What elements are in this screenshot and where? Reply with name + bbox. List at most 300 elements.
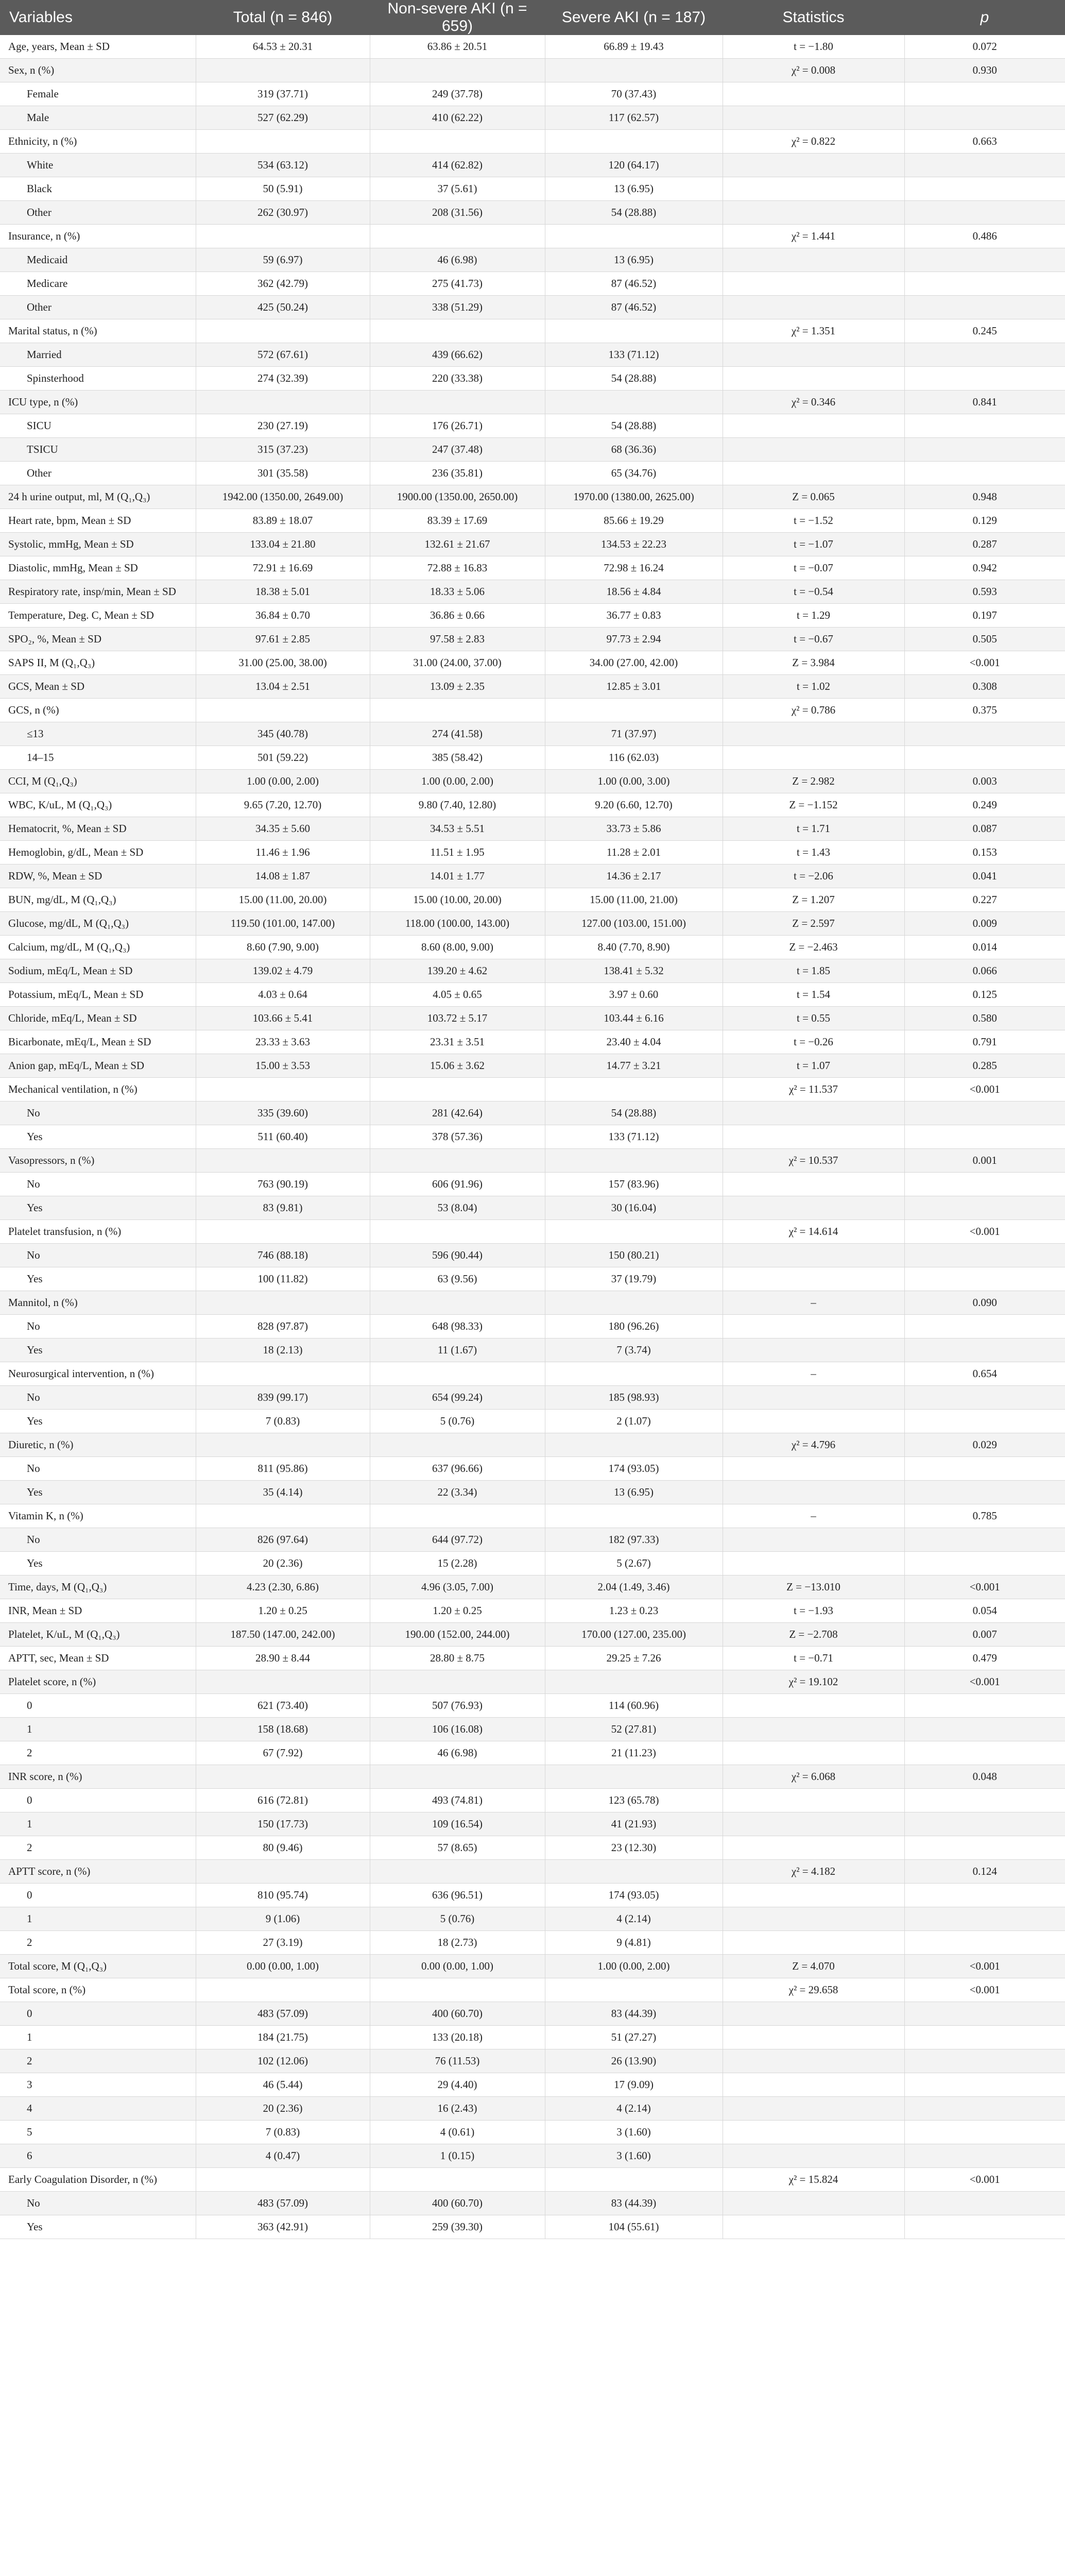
cell-severe: 18.56 ± 4.84 xyxy=(545,580,723,604)
cell-statistic xyxy=(723,1101,904,1125)
cell-non-severe: 11 (1.67) xyxy=(370,1338,545,1362)
cell-variable: Anion gap, mEq/L, Mean ± SD xyxy=(0,1054,196,1078)
cell-statistic xyxy=(723,296,904,319)
cell-statistic: t = 0.55 xyxy=(723,1007,904,1030)
cell-variable: Total score, M (Q₁,Q₃) xyxy=(0,1955,196,1978)
table-row xyxy=(0,1599,1065,1623)
cell-severe: 66.89 ± 19.43 xyxy=(545,35,723,59)
cell-variable: 5 xyxy=(0,2121,196,2144)
cell-non-severe xyxy=(370,319,545,343)
cell-non-severe: 439 (66.62) xyxy=(370,343,545,367)
cell-statistic: χ² = 4.182 xyxy=(723,1860,904,1884)
cell-non-severe: 63 (9.56) xyxy=(370,1267,545,1291)
cell-p-value xyxy=(904,2192,1065,2215)
cell-variable: INR score, n (%) xyxy=(0,1765,196,1789)
table-row xyxy=(0,1267,1065,1291)
table-row xyxy=(0,59,1065,82)
cell-total: 262 (30.97) xyxy=(196,201,370,225)
cell-variable: Sodium, mEq/L, Mean ± SD xyxy=(0,959,196,983)
table-row xyxy=(0,319,1065,343)
cell-variable: SPO₂, %, Mean ± SD xyxy=(0,628,196,651)
cell-p-value xyxy=(904,1481,1065,1504)
cell-non-severe: 208 (31.56) xyxy=(370,201,545,225)
cell-statistic xyxy=(723,2026,904,2049)
cell-p-value: 0.245 xyxy=(904,319,1065,343)
cell-p-value xyxy=(904,154,1065,177)
cell-p-value: 0.654 xyxy=(904,1362,1065,1386)
table-row xyxy=(0,1101,1065,1125)
cell-non-severe: 9.80 (7.40, 12.80) xyxy=(370,793,545,817)
table-header xyxy=(0,0,1065,35)
cell-p-value xyxy=(904,296,1065,319)
table-row xyxy=(0,959,1065,983)
cell-total: 83.89 ± 18.07 xyxy=(196,509,370,533)
cell-p-value: <0.001 xyxy=(904,1575,1065,1599)
cell-non-severe xyxy=(370,1362,545,1386)
cell-non-severe: 46 (6.98) xyxy=(370,248,545,272)
cell-p-value xyxy=(904,82,1065,106)
cell-statistic xyxy=(723,414,904,438)
cell-p-value: 0.001 xyxy=(904,1149,1065,1173)
cell-non-severe: 176 (26.71) xyxy=(370,414,545,438)
cell-statistic xyxy=(723,272,904,296)
cell-variable: 1 xyxy=(0,1907,196,1931)
cell-non-severe xyxy=(370,1978,545,2002)
cell-p-value: 0.009 xyxy=(904,912,1065,936)
cell-non-severe xyxy=(370,1149,545,1173)
cell-total: 763 (90.19) xyxy=(196,1173,370,1196)
cell-p-value: 0.029 xyxy=(904,1433,1065,1457)
cell-p-value xyxy=(904,1884,1065,1907)
table-row xyxy=(0,1884,1065,1907)
cell-variable: Vasopressors, n (%) xyxy=(0,1149,196,1173)
cell-variable: Platelet score, n (%) xyxy=(0,1670,196,1694)
table-row xyxy=(0,2002,1065,2026)
cell-variable: BUN, mg/dL, M (Q₁,Q₃) xyxy=(0,888,196,912)
cell-total: 315 (37.23) xyxy=(196,438,370,462)
cell-severe: 120 (64.17) xyxy=(545,154,723,177)
cell-variable: TSICU xyxy=(0,438,196,462)
cell-variable: Total score, n (%) xyxy=(0,1978,196,2002)
table-row xyxy=(0,604,1065,628)
table-row xyxy=(0,793,1065,817)
cell-variable: 24 h urine output, ml, M (Q₁,Q₃) xyxy=(0,485,196,509)
cell-non-severe: 1.00 (0.00, 2.00) xyxy=(370,770,545,793)
header-severe-aki: Severe AKI (n = 187) xyxy=(545,0,723,35)
cell-p-value: <0.001 xyxy=(904,1955,1065,1978)
cell-non-severe: 236 (35.81) xyxy=(370,462,545,485)
cell-severe: 13 (6.95) xyxy=(545,1481,723,1504)
cell-statistic: Z = 2.597 xyxy=(723,912,904,936)
cell-statistic: χ² = 0.008 xyxy=(723,59,904,82)
cell-severe: 14.36 ± 2.17 xyxy=(545,865,723,888)
cell-variable: 14–15 xyxy=(0,746,196,770)
cell-variable: 0 xyxy=(0,1789,196,1812)
cell-statistic: Z = 4.070 xyxy=(723,1955,904,1978)
cell-p-value: 0.942 xyxy=(904,556,1065,580)
cell-variable: No xyxy=(0,1528,196,1552)
cell-severe: 68 (36.36) xyxy=(545,438,723,462)
table-row xyxy=(0,2121,1065,2144)
cell-total xyxy=(196,130,370,154)
cell-severe: 30 (16.04) xyxy=(545,1196,723,1220)
cell-variable: Yes xyxy=(0,1267,196,1291)
cell-total: 501 (59.22) xyxy=(196,746,370,770)
cell-severe: 127.00 (103.00, 151.00) xyxy=(545,912,723,936)
cell-total: 31.00 (25.00, 38.00) xyxy=(196,651,370,675)
table-row xyxy=(0,1694,1065,1718)
cell-total: 1.00 (0.00, 2.00) xyxy=(196,770,370,793)
cell-statistic: t = −0.26 xyxy=(723,1030,904,1054)
cell-variable: GCS, Mean ± SD xyxy=(0,675,196,699)
cell-variable: INR, Mean ± SD xyxy=(0,1599,196,1623)
cell-statistic: χ² = 6.068 xyxy=(723,1765,904,1789)
table-row xyxy=(0,414,1065,438)
cell-variable: Platelet transfusion, n (%) xyxy=(0,1220,196,1244)
cell-non-severe xyxy=(370,1291,545,1315)
table-row xyxy=(0,485,1065,509)
cell-total xyxy=(196,1291,370,1315)
cell-non-severe: 636 (96.51) xyxy=(370,1884,545,1907)
cell-severe: 7 (3.74) xyxy=(545,1338,723,1362)
cell-p-value xyxy=(904,1173,1065,1196)
cell-variable: Other xyxy=(0,296,196,319)
cell-severe: 103.44 ± 6.16 xyxy=(545,1007,723,1030)
cell-total xyxy=(196,391,370,414)
cell-non-severe: 97.58 ± 2.83 xyxy=(370,628,545,651)
cell-statistic: t = −0.67 xyxy=(723,628,904,651)
cell-total: 187.50 (147.00, 242.00) xyxy=(196,1623,370,1647)
cell-total: 139.02 ± 4.79 xyxy=(196,959,370,983)
cell-non-severe: 72.88 ± 16.83 xyxy=(370,556,545,580)
cell-severe: 21 (11.23) xyxy=(545,1741,723,1765)
table-row xyxy=(0,130,1065,154)
cell-p-value xyxy=(904,722,1065,746)
cell-variable: Sex, n (%) xyxy=(0,59,196,82)
cell-variable: Other xyxy=(0,462,196,485)
cell-statistic xyxy=(723,2002,904,2026)
cell-total xyxy=(196,1078,370,1101)
cell-severe: 104 (55.61) xyxy=(545,2215,723,2239)
cell-non-severe xyxy=(370,1670,545,1694)
cell-total: 97.61 ± 2.85 xyxy=(196,628,370,651)
cell-severe xyxy=(545,319,723,343)
table-row xyxy=(0,1931,1065,1955)
cell-p-value xyxy=(904,1694,1065,1718)
cell-statistic: t = 1.02 xyxy=(723,675,904,699)
table-row xyxy=(0,1244,1065,1267)
cell-p-value: 0.003 xyxy=(904,770,1065,793)
cell-non-severe xyxy=(370,1765,545,1789)
cell-variable: Diuretic, n (%) xyxy=(0,1433,196,1457)
table-row xyxy=(0,628,1065,651)
cell-total: 274 (32.39) xyxy=(196,367,370,391)
cell-statistic: – xyxy=(723,1504,904,1528)
cell-statistic: Z = −2.708 xyxy=(723,1623,904,1647)
table-row xyxy=(0,2073,1065,2097)
header-variables: Variables xyxy=(0,0,196,35)
cell-p-value xyxy=(904,106,1065,130)
cell-statistic xyxy=(723,248,904,272)
cell-variable: Glucose, mg/dL, M (Q₁,Q₃) xyxy=(0,912,196,936)
cell-variable: Potassium, mEq/L, Mean ± SD xyxy=(0,983,196,1007)
cell-statistic: χ² = 1.351 xyxy=(723,319,904,343)
cell-non-severe: 1.20 ± 0.25 xyxy=(370,1599,545,1623)
table-row xyxy=(0,1457,1065,1481)
cell-non-severe: 507 (76.93) xyxy=(370,1694,545,1718)
cell-non-severe: 37 (5.61) xyxy=(370,177,545,201)
cell-statistic: χ² = 4.796 xyxy=(723,1433,904,1457)
cell-p-value xyxy=(904,177,1065,201)
cell-statistic xyxy=(723,722,904,746)
cell-variable: Diastolic, mmHg, Mean ± SD xyxy=(0,556,196,580)
cell-non-severe: 259 (39.30) xyxy=(370,2215,545,2239)
cell-p-value: 0.125 xyxy=(904,983,1065,1007)
table-row xyxy=(0,1647,1065,1670)
cell-severe: 9.20 (6.60, 12.70) xyxy=(545,793,723,817)
cell-total: 483 (57.09) xyxy=(196,2002,370,2026)
cell-total: 511 (60.40) xyxy=(196,1125,370,1149)
cell-total xyxy=(196,699,370,722)
cell-variable: Yes xyxy=(0,1410,196,1433)
cell-statistic: Z = 3.984 xyxy=(723,651,904,675)
table-row xyxy=(0,1030,1065,1054)
cell-non-severe: 378 (57.36) xyxy=(370,1125,545,1149)
cell-variable: Insurance, n (%) xyxy=(0,225,196,248)
cell-statistic xyxy=(723,1528,904,1552)
cell-severe xyxy=(545,699,723,722)
cell-non-severe: 76 (11.53) xyxy=(370,2049,545,2073)
cell-severe: 185 (98.93) xyxy=(545,1386,723,1410)
cell-total: 18.38 ± 5.01 xyxy=(196,580,370,604)
table-row xyxy=(0,2215,1065,2239)
cell-severe: 26 (13.90) xyxy=(545,2049,723,2073)
table-row xyxy=(0,1078,1065,1101)
cell-severe: 11.28 ± 2.01 xyxy=(545,841,723,865)
cell-total: 150 (17.73) xyxy=(196,1812,370,1836)
cell-variable: RDW, %, Mean ± SD xyxy=(0,865,196,888)
cell-p-value xyxy=(904,438,1065,462)
cell-variable: Platelet, K/uL, M (Q₁,Q₃) xyxy=(0,1623,196,1647)
cell-total: 616 (72.81) xyxy=(196,1789,370,1812)
cell-severe: 133 (71.12) xyxy=(545,1125,723,1149)
cell-total: 103.66 ± 5.41 xyxy=(196,1007,370,1030)
cell-statistic xyxy=(723,1812,904,1836)
cell-severe xyxy=(545,1433,723,1457)
cell-statistic xyxy=(723,2192,904,2215)
cell-severe: 182 (97.33) xyxy=(545,1528,723,1552)
cell-severe xyxy=(545,1291,723,1315)
cell-p-value xyxy=(904,1907,1065,1931)
cell-severe: 33.73 ± 5.86 xyxy=(545,817,723,841)
table-row xyxy=(0,462,1065,485)
cell-p-value xyxy=(904,2215,1065,2239)
table-row xyxy=(0,1220,1065,1244)
cell-total: 1942.00 (1350.00, 2649.00) xyxy=(196,485,370,509)
cell-statistic xyxy=(723,1173,904,1196)
cell-statistic: χ² = 15.824 xyxy=(723,2168,904,2192)
table-row xyxy=(0,533,1065,556)
cell-p-value xyxy=(904,1741,1065,1765)
cell-variable: Black xyxy=(0,177,196,201)
cell-statistic xyxy=(723,1884,904,1907)
cell-severe: 17 (9.09) xyxy=(545,2073,723,2097)
table-row xyxy=(0,556,1065,580)
table-row xyxy=(0,865,1065,888)
cell-severe: 65 (34.76) xyxy=(545,462,723,485)
cell-variable: APTT, sec, Mean ± SD xyxy=(0,1647,196,1670)
cell-severe: 87 (46.52) xyxy=(545,272,723,296)
cell-severe: 174 (93.05) xyxy=(545,1884,723,1907)
cell-statistic xyxy=(723,1244,904,1267)
cell-variable: Other xyxy=(0,201,196,225)
cell-non-severe: 596 (90.44) xyxy=(370,1244,545,1267)
cell-severe: 1.00 (0.00, 3.00) xyxy=(545,770,723,793)
cell-non-severe: 8.60 (8.00, 9.00) xyxy=(370,936,545,959)
cell-p-value xyxy=(904,1931,1065,1955)
cell-non-severe: 16 (2.43) xyxy=(370,2097,545,2121)
cell-variable: Mannitol, n (%) xyxy=(0,1291,196,1315)
table-row xyxy=(0,1149,1065,1173)
cell-variable: 0 xyxy=(0,1694,196,1718)
cell-p-value xyxy=(904,1718,1065,1741)
cell-total: 64.53 ± 20.31 xyxy=(196,35,370,59)
cell-p-value xyxy=(904,1338,1065,1362)
cell-severe: 117 (62.57) xyxy=(545,106,723,130)
cell-severe: 37 (19.79) xyxy=(545,1267,723,1291)
cell-total: 4.23 (2.30, 6.86) xyxy=(196,1575,370,1599)
cell-severe: 134.53 ± 22.23 xyxy=(545,533,723,556)
cell-total: 18 (2.13) xyxy=(196,1338,370,1362)
table-row xyxy=(0,1670,1065,1694)
cell-severe: 5 (2.67) xyxy=(545,1552,723,1575)
cell-non-severe: 139.20 ± 4.62 xyxy=(370,959,545,983)
cell-variable: Age, years, Mean ± SD xyxy=(0,35,196,59)
cell-p-value: 0.375 xyxy=(904,699,1065,722)
cell-variable: 0 xyxy=(0,2002,196,2026)
cell-statistic: t = 1.71 xyxy=(723,817,904,841)
cell-severe xyxy=(545,391,723,414)
cell-severe: 51 (27.27) xyxy=(545,2026,723,2049)
cell-p-value xyxy=(904,1386,1065,1410)
cell-variable: Calcium, mg/dL, M (Q₁,Q₃) xyxy=(0,936,196,959)
cell-variable: Marital status, n (%) xyxy=(0,319,196,343)
cell-severe: 34.00 (27.00, 42.00) xyxy=(545,651,723,675)
cell-p-value: 0.930 xyxy=(904,59,1065,82)
cell-non-severe: 11.51 ± 1.95 xyxy=(370,841,545,865)
cell-p-value xyxy=(904,1101,1065,1125)
cell-statistic: t = −1.52 xyxy=(723,509,904,533)
cell-statistic xyxy=(723,2215,904,2239)
cell-severe xyxy=(545,1078,723,1101)
cell-severe: 170.00 (127.00, 235.00) xyxy=(545,1623,723,1647)
cell-p-value xyxy=(904,1410,1065,1433)
cell-p-value xyxy=(904,272,1065,296)
cell-statistic xyxy=(723,1315,904,1338)
cell-total: 20 (2.36) xyxy=(196,2097,370,2121)
cell-total xyxy=(196,1765,370,1789)
cell-p-value: 0.948 xyxy=(904,485,1065,509)
cell-statistic xyxy=(723,2097,904,2121)
table-row xyxy=(0,1054,1065,1078)
cell-variable: Yes xyxy=(0,1552,196,1575)
cell-variable: 2 xyxy=(0,1836,196,1860)
cell-total: 7 (0.83) xyxy=(196,1410,370,1433)
table-row xyxy=(0,1291,1065,1315)
cell-p-value xyxy=(904,343,1065,367)
cell-total: 527 (62.29) xyxy=(196,106,370,130)
cell-p-value: 0.066 xyxy=(904,959,1065,983)
cell-non-severe: 46 (6.98) xyxy=(370,1741,545,1765)
cell-statistic: Z = −1.152 xyxy=(723,793,904,817)
header-row xyxy=(0,0,1065,35)
cell-statistic: Z = 0.065 xyxy=(723,485,904,509)
cell-statistic xyxy=(723,1931,904,1955)
cell-severe: 15.00 (11.00, 21.00) xyxy=(545,888,723,912)
cell-severe xyxy=(545,225,723,248)
cell-total xyxy=(196,2168,370,2192)
cell-total: 301 (35.58) xyxy=(196,462,370,485)
cell-variable: Respiratory rate, insp/min, Mean ± SD xyxy=(0,580,196,604)
cell-severe: 133 (71.12) xyxy=(545,343,723,367)
cell-severe: 36.77 ± 0.83 xyxy=(545,604,723,628)
cell-p-value xyxy=(904,367,1065,391)
cell-non-severe: 18 (2.73) xyxy=(370,1931,545,1955)
cell-total: 46 (5.44) xyxy=(196,2073,370,2097)
cell-total: 72.91 ± 16.69 xyxy=(196,556,370,580)
cell-total: 363 (42.91) xyxy=(196,2215,370,2239)
cell-statistic: – xyxy=(723,1291,904,1315)
table-row xyxy=(0,817,1065,841)
cell-non-severe: 400 (60.70) xyxy=(370,2192,545,2215)
cell-p-value xyxy=(904,2049,1065,2073)
cell-p-value: 0.308 xyxy=(904,675,1065,699)
cell-statistic: χ² = 19.102 xyxy=(723,1670,904,1694)
cell-non-severe: 29 (4.40) xyxy=(370,2073,545,2097)
cell-non-severe: 247 (37.48) xyxy=(370,438,545,462)
cell-statistic: t = −0.54 xyxy=(723,580,904,604)
cell-severe: 71 (37.97) xyxy=(545,722,723,746)
cell-non-severe: 190.00 (152.00, 244.00) xyxy=(370,1623,545,1647)
cell-non-severe: 414 (62.82) xyxy=(370,154,545,177)
cell-severe: 85.66 ± 19.29 xyxy=(545,509,723,533)
cell-severe: 4 (2.14) xyxy=(545,2097,723,2121)
cell-severe: 83 (44.39) xyxy=(545,2192,723,2215)
cell-p-value xyxy=(904,2026,1065,2049)
cell-severe: 2 (1.07) xyxy=(545,1410,723,1433)
cell-statistic: t = −2.06 xyxy=(723,865,904,888)
cell-variable: No xyxy=(0,1457,196,1481)
cell-p-value: 0.593 xyxy=(904,580,1065,604)
table-row xyxy=(0,1007,1065,1030)
cell-non-severe: 275 (41.73) xyxy=(370,272,545,296)
cell-statistic xyxy=(723,438,904,462)
cell-severe: 12.85 ± 3.01 xyxy=(545,675,723,699)
cell-statistic xyxy=(723,1481,904,1504)
cell-variable: Hemoglobin, g/dL, Mean ± SD xyxy=(0,841,196,865)
cell-statistic: t = −1.80 xyxy=(723,35,904,59)
cell-non-severe: 22 (3.34) xyxy=(370,1481,545,1504)
cell-statistic xyxy=(723,2049,904,2073)
cell-severe xyxy=(545,1504,723,1528)
cell-statistic: Z = 2.982 xyxy=(723,770,904,793)
cell-total: 9.65 (7.20, 12.70) xyxy=(196,793,370,817)
cell-non-severe xyxy=(370,1860,545,1884)
cell-statistic xyxy=(723,154,904,177)
cell-non-severe: 18.33 ± 5.06 xyxy=(370,580,545,604)
cell-severe: 72.98 ± 16.24 xyxy=(545,556,723,580)
cell-variable: APTT score, n (%) xyxy=(0,1860,196,1884)
